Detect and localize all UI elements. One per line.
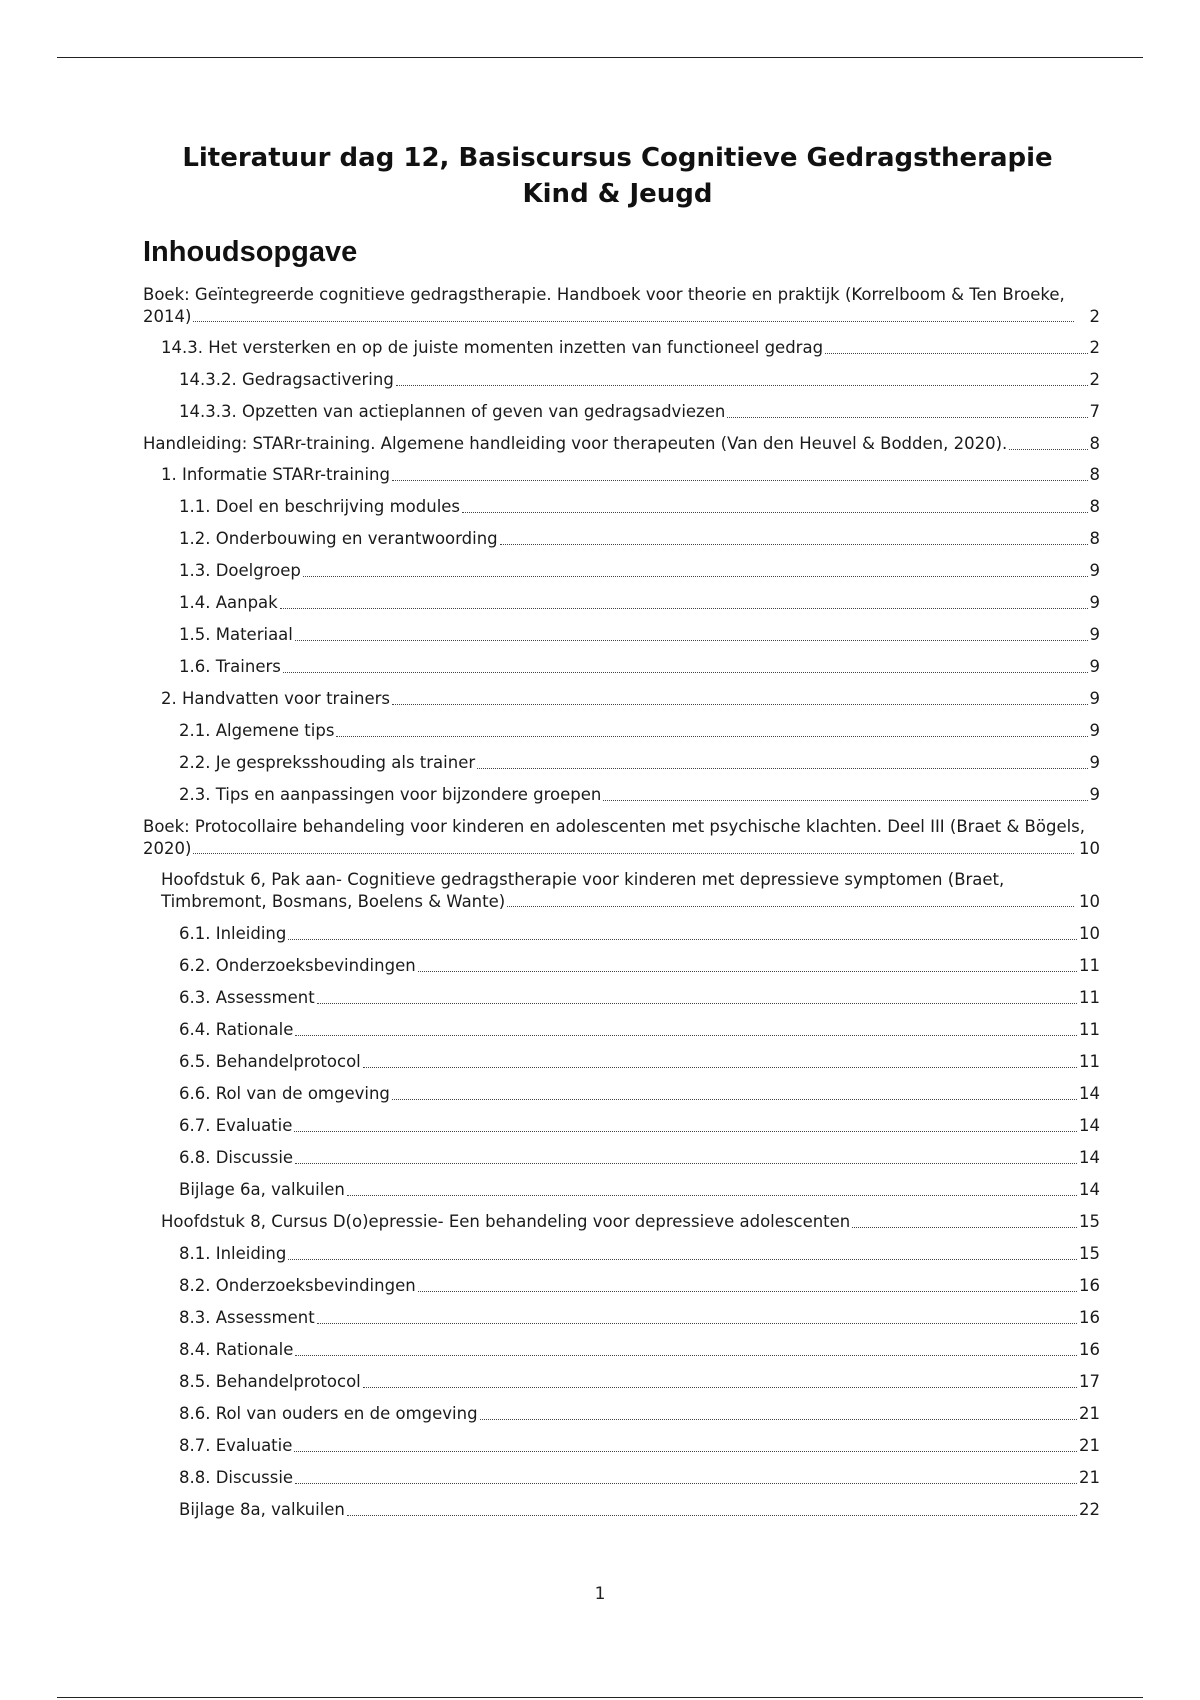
toc-entry-page: 7 [1089,402,1100,421]
toc-entry-label: 8.4. Rationale [179,1340,294,1359]
toc-dot-leader [1009,449,1087,450]
toc-entry-label: 14.3.3. Opzetten van actieplannen of geven van gedragsadviezen [179,402,726,421]
toc-entry-page: 15 [1079,1212,1100,1231]
toc-entry-label: 1.5. Materiaal [179,625,293,644]
toc-entry-label: 8.1. Inleiding [179,1244,287,1263]
toc-entry-page: 21 [1079,1468,1100,1487]
toc-entry-label: 6.2. Onderzoeksbevindingen [179,956,416,975]
toc-entry-page: 16 [1079,1308,1100,1327]
toc-entry-label: 8.3. Assessment [179,1308,315,1327]
toc-dot-leader [392,1099,1077,1100]
toc-entry-label: Bijlage 8a, valkuilen [179,1500,345,1519]
toc-entry-page: 2 [1089,370,1100,389]
toc-entry[interactable] [143,433,1100,455]
toc-entry-label: 6.4. Rationale [179,1020,294,1039]
toc-dot-leader [317,1323,1077,1324]
toc-dot-leader [418,1291,1077,1292]
toc-entry-label: Hoofdstuk 6, Pak aan- Cognitieve gedragstherapie voor kinderen met depressieve symptomen (Braet, Timbremont, Bosmans, Boelens & Wante) [161,870,1005,911]
toc-entry[interactable] [143,1275,1100,1297]
toc-dot-leader [480,1419,1077,1420]
toc-entry-label: 8.6. Rol van ouders en de omgeving [179,1404,478,1423]
toc-entry-label: 2.1. Algemene tips [179,721,335,740]
toc-entry-page: 9 [1089,625,1100,644]
toc-entry-label: 6.7. Evaluatie [179,1116,293,1135]
toc-entry-page: 11 [1079,988,1100,1007]
toc-dot-leader [418,971,1077,972]
toc-entry-page: 14 [1079,1116,1100,1135]
toc-dot-leader [295,1483,1077,1484]
toc-entry-label: 6.6. Rol van de omgeving [179,1084,390,1103]
toc-entry[interactable] [143,1147,1100,1169]
toc-entry-label: 2. Handvatten voor trainers [161,689,391,708]
toc-dot-leader [603,800,1087,801]
toc-entry[interactable] [143,688,1100,710]
toc-entry[interactable] [143,1019,1100,1041]
toc-entry-label: 8.8. Discussie [179,1468,294,1487]
toc-entry-page: 9 [1089,593,1100,612]
toc-entry-label: 14.3.2. Gedragsactivering [179,370,394,389]
toc-entry[interactable] [143,401,1100,423]
toc-entry[interactable] [143,464,1100,486]
toc-dot-leader [295,1163,1077,1164]
toc-entry[interactable] [143,1339,1100,1361]
toc-dot-leader [294,1451,1077,1452]
toc-entry-page: 11 [1079,1020,1100,1039]
toc-entry[interactable] [143,720,1100,742]
toc-entry[interactable] [143,1083,1100,1105]
toc-entry[interactable] [143,987,1100,1009]
toc-entry-label: 1.6. Trainers [179,657,281,676]
toc-entry-page: 11 [1079,1052,1100,1071]
toc-entry-label: 1.2. Onderbouwing en verantwoording [179,529,498,548]
toc-dot-leader [363,1387,1077,1388]
toc-entry-label: 6.8. Discussie [179,1148,294,1167]
toc-entry-page: 11 [1079,956,1100,975]
toc-entry-page: 9 [1089,657,1100,676]
toc-entry-page: 9 [1089,753,1100,772]
toc-dot-leader [825,353,1087,354]
toc-entry-page: 2 [1089,307,1100,326]
toc-entry-label: 6.5. Behandelprotocol [179,1052,361,1071]
toc-entry[interactable] [143,1115,1100,1137]
toc-entry[interactable] [143,624,1100,646]
toc-entry[interactable] [143,369,1100,391]
toc-dot-leader [477,768,1087,769]
toc-entry-label: 2.3. Tips en aanpassingen voor bijzondere groepen [179,785,602,804]
toc-entry-label: 6.3. Assessment [179,988,315,1007]
toc-entry[interactable] [143,816,1100,860]
toc-entry-page: 16 [1079,1340,1100,1359]
toc-entry[interactable] [143,955,1100,977]
toc-entry-label: 1. Informatie STARr-training [161,465,390,484]
toc-entry[interactable] [143,1403,1100,1425]
toc-dot-leader [288,939,1077,940]
toc-entry-page: 8 [1089,434,1100,453]
toc-entry-page: 2 [1089,338,1100,357]
toc-dot-leader [336,736,1087,737]
toc-dot-leader [303,576,1088,577]
toc-entry-page: 17 [1079,1372,1100,1391]
toc-entry[interactable] [143,1371,1100,1393]
toc-entry-page: 14 [1079,1180,1100,1199]
toc-entry[interactable] [143,560,1100,582]
toc-dot-leader [295,1035,1077,1036]
toc-dot-leader [193,853,1074,854]
toc-entry-page: 8 [1089,465,1100,484]
toc-entry-page: 8 [1089,497,1100,516]
toc-entry[interactable] [143,923,1100,945]
toc-entry[interactable] [143,1307,1100,1329]
toc-dot-leader [347,1195,1077,1196]
toc-entry-label: Boek: Protocollaire behandeling voor kinderen en adolescenten met psychische klachten. Deel III (Braet & Bögels, 2020) [143,817,1086,858]
toc-dot-leader [507,906,1074,907]
toc-entry-label: Hoofdstuk 8, Cursus D(o)epressie- Een behandeling voor depressieve adolescenten [161,1212,851,1231]
toc-entry[interactable] [143,1435,1100,1457]
toc-dot-leader [396,385,1088,386]
toc-entry-page: 14 [1079,1148,1100,1167]
toc-entry[interactable] [143,496,1100,518]
toc-entry-page: 10 [1079,892,1100,911]
toc-entry-label: 1.3. Doelgroep [179,561,301,580]
toc-entry-page: 16 [1079,1276,1100,1295]
toc-entry-label: 8.2. Onderzoeksbevindingen [179,1276,416,1295]
toc-entry-label: 8.7. Evaluatie [179,1436,293,1455]
toc-dot-leader [294,1131,1077,1132]
toc-entry-page: 22 [1079,1500,1100,1519]
toc-dot-leader [392,480,1088,481]
toc-entry[interactable] [143,752,1100,774]
toc-entry-page: 21 [1079,1404,1100,1423]
toc-dot-leader [295,640,1088,641]
table-of-contents [143,284,1100,1531]
document-title: Literatuur dag 12, Basiscursus Cognitieve Gedragstherapie Kind & Jeugd [182,143,1053,209]
toc-entry[interactable] [143,1499,1100,1521]
footer-rule [57,1697,1143,1698]
toc-entry[interactable] [143,1467,1100,1489]
toc-entry-page: 9 [1089,561,1100,580]
toc-entry-label: Handleiding: STARr-training. Algemene handleiding voor therapeuten (Van den Heuvel & Bodden, 2020). [143,434,1008,453]
toc-entry-page: 14 [1079,1084,1100,1103]
toc-dot-leader [392,704,1087,705]
toc-entry-label: 6.1. Inleiding [179,924,287,943]
toc-entry[interactable] [143,784,1100,806]
toc-dot-leader [347,1515,1077,1516]
toc-entry-page: 8 [1089,529,1100,548]
toc-dot-leader [462,512,1087,513]
toc-entry[interactable] [143,1243,1100,1265]
toc-entry[interactable] [143,284,1100,328]
toc-entry-label: 1.4. Aanpak [179,593,278,612]
toc-dot-leader [295,1355,1077,1356]
toc-dot-leader [852,1227,1077,1228]
toc-entry-label: 14.3. Het versterken en op de juiste momenten inzetten van functioneel gedrag [161,338,824,357]
toc-entry[interactable] [143,1211,1100,1233]
toc-entry-label: 2.2. Je gespreksshouding als trainer [179,753,476,772]
toc-dot-leader [283,672,1088,673]
toc-entry-page: 9 [1089,785,1100,804]
toc-entry[interactable] [143,528,1100,550]
toc-dot-leader [288,1259,1077,1260]
toc-entry-page: 10 [1079,839,1100,858]
toc-entry-page: 10 [1079,924,1100,943]
header-rule [57,57,1143,58]
toc-entry[interactable] [143,1051,1100,1073]
toc-dot-leader [317,1003,1077,1004]
toc-entry[interactable] [143,869,1100,913]
toc-entry-label: Boek: Geïntegreerde cognitieve gedragstherapie. Handboek voor theorie en praktijk (Korrelboom & Ten Broeke, 2014) [143,285,1065,326]
toc-entry[interactable] [143,1179,1100,1201]
toc-entry[interactable] [143,592,1100,614]
toc-entry[interactable] [143,337,1100,359]
toc-dot-leader [727,417,1087,418]
toc-entry-label: 8.5. Behandelprotocol [179,1372,361,1391]
toc-entry-label: Bijlage 6a, valkuilen [179,1180,345,1199]
page-number: 1 [594,1584,606,1604]
toc-entry-label: 1.1. Doel en beschrijving modules [179,497,461,516]
toc-entry-page: 9 [1089,689,1100,708]
toc-dot-leader [363,1067,1077,1068]
toc-entry-page: 9 [1089,721,1100,740]
toc-dot-leader [280,608,1088,609]
toc-heading: Inhoudsopgave [143,236,358,268]
toc-entry-page: 21 [1079,1436,1100,1455]
toc-dot-leader [193,321,1074,322]
toc-dot-leader [500,544,1088,545]
toc-entry[interactable] [143,656,1100,678]
toc-entry-page: 15 [1079,1244,1100,1263]
